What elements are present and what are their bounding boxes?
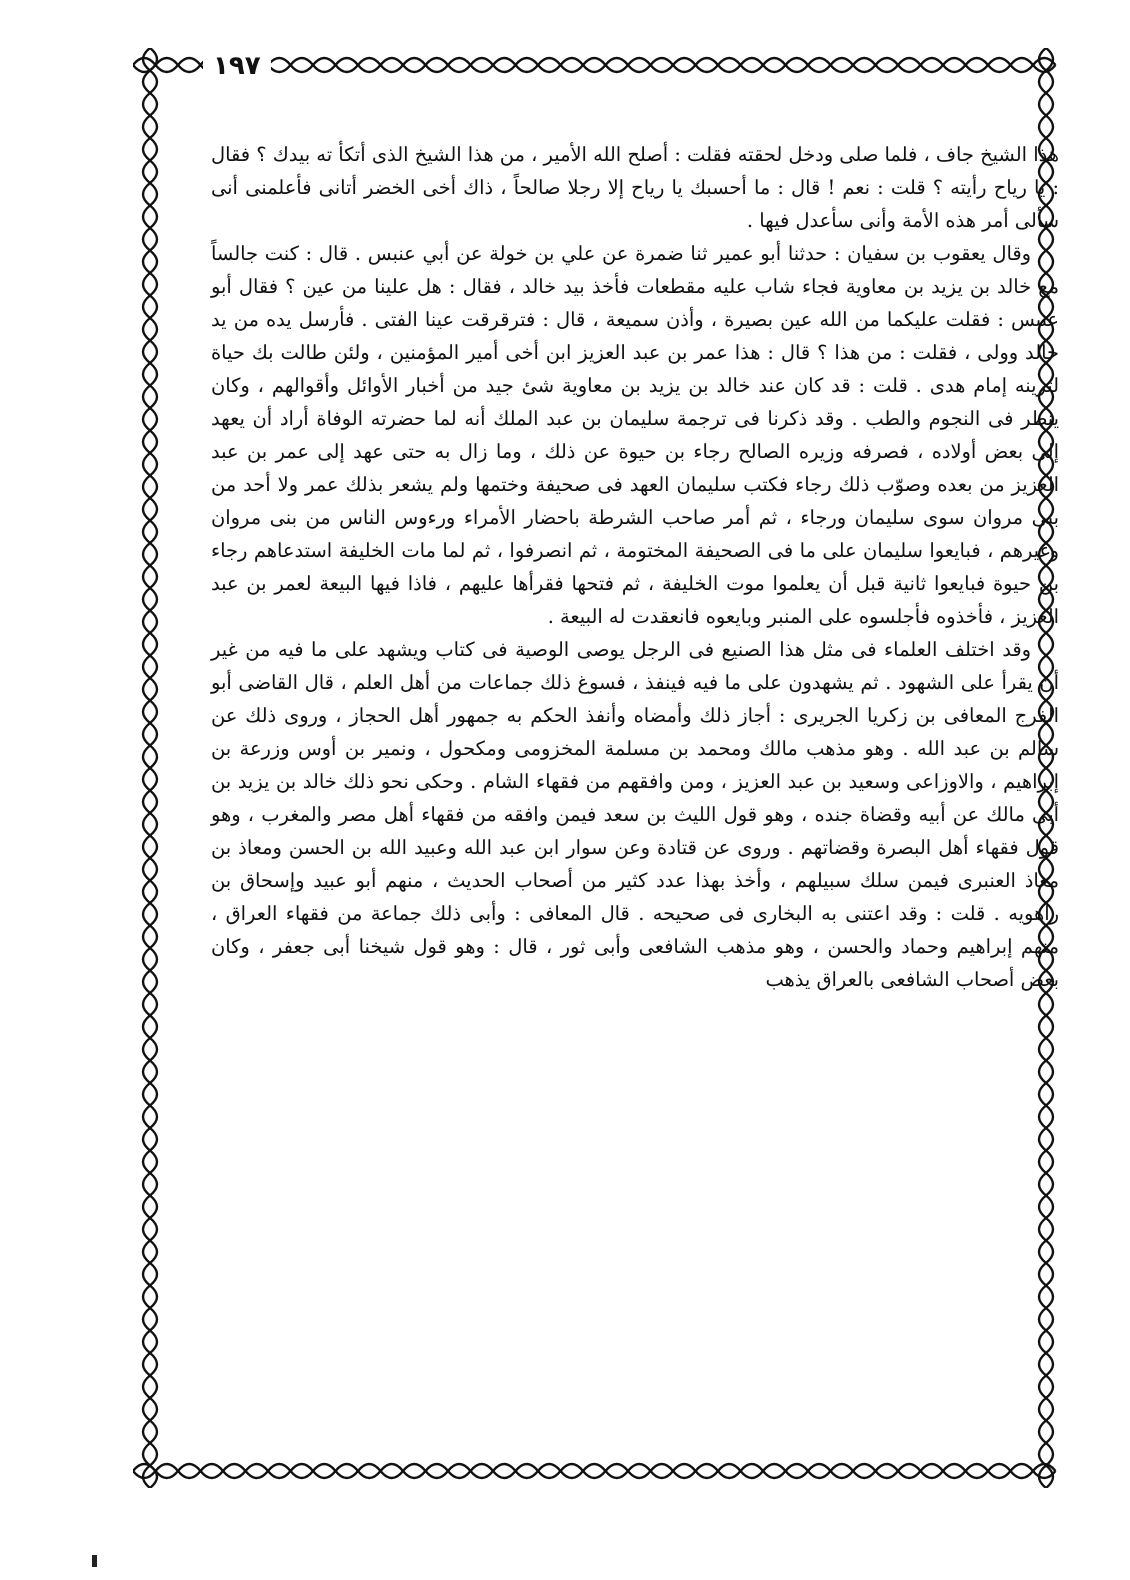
paragraph: وقد اختلف العلماء فى مثل هذا الصنيع فى الرجل يوصى الوصية فى كتاب ويشهد على ما فيه من غير أن يقرأ على الشهود . ثم يشهدون على ما فيه فينفذ ، فسوغ ذلك جماعات من أهل العلم ، قال القاضى أبو الفرج المعافى بن زكريا الجريرى : أجاز ذلك وأمضاه وأنفذ الحكم به جمهور أهل الحجاز ، وروى ذلك عن سالم بن عبد الله . وهو مذهب مالك ومحمد بن مسلمة المخزومى ومكحول ، ونمير بن أوس وزرعة بن إبراهيم ، والاوزاعى وسعيد بن عبد العزيز ، ومن وافقهم من فقهاء الشام . وحكى نحو ذلك خالد بن يزيد بن أبى مالك عن أبيه وقضاة جنده ، وهو قول الليث بن سعد فيمن وافقه من فقهاء أهل مصر والمغرب ، وهو قول فقهاء أهل البصرة وقضاتهم . وروى عن قتادة وعن سوار ابن عبد الله وعبيد الله بن الحسن ومعاذ بن معاذ العنبرى فيمن سلك سبيلهم ، وأخذ بهذا عدد كثير من أصحاب الحديث ، منهم أبو عبيد وإسحاق بن راهويه . قلت : وقد اعتنى به البخارى فى صحيحه . قال المعافى : وأبى ذلك جماعة من فقهاء العراق ، منهم إبراهيم وحماد والحسن ، وهو مذهب الشافعى وأبى ثور ، قال : وهو قول شيخنا أبى جعفر ، وكان بعض أصحاب الشافعى بالعراق يذهب	[211, 638, 1059, 991]
scan-mark	[92, 1555, 97, 1567]
ornamental-border-bottom	[133, 1454, 1063, 1488]
ornamental-border-left	[133, 48, 167, 1488]
text-body	[211, 138, 1059, 1438]
page-frame	[133, 48, 1063, 1488]
paragraph: وقال يعقوب بن سفيان : حدثنا أبو عمير ثنا ضمرة عن علي بن خولة عن أبي عنبس . قال : كنت جالساً مع خالد بن يزيد بن معاوية فجاء شاب عليه مقطعات فأخذ بيد خالد ، فقال : هل علينا من عين ؟ فقال أبو عنبس : فقلت عليكما من الله عين بصيرة ، وأذن سميعة ، قال : فترقرقت عينا الفتى . فأرسل يده من يد خالد وولى ، فقلت : من هذا ؟ قال : هذا عمر بن عبد العزيز ابن أخى أمير المؤمنين ، ولئن طالت بك حياة لترينه إمام هدى . قلت : قد كان عند خالد بن يزيد بن معاوية شئ جيد من أخبار الأوائل وأقوالهم ، وكان ينظر فى النجوم والطب . وقد ذكرنا فى ترجمة سليمان بن عبد الملك أنه لما حضرته الوفاة أراد أن يعهد إلى بعض أولاده ، فصرفه وزيره الصالح رجاء بن حيوة عن ذلك ، وما زال به حتى عهد إلى عمر بن عبد العزيز من بعده وصوّب ذلك رجاء فكتب سليمان العهد فى صحيفة وختمها ولم يشعر بذلك عمر ولا أحد من بنى مروان سوى سليمان ورجاء ، ثم أمر صاحب الشرطة باحضار الأمراء ورءوس الناس من بنى مروان وغيرهم ، فبايعوا سليمان على ما فى الصحيفة المختومة ، ثم انصرفوا ، ثم لما مات الخليفة استدعاهم رجاء بن حيوة فبايعوا ثانية قبل أن يعلموا موت الخليفة ، ثم فتحها فقرأها عليهم ، فاذا فيها البيعة لعمر بن عبد العزيز ، فأخذوه فأجلسوه على المنبر وبايعوه فانعقدت له البيعة .	[211, 242, 1059, 628]
paragraph: هذا الشيخ جاف ، فلما صلى ودخل لحقته فقلت : أصلح الله الأمير ، من هذا الشيخ الذى أتكأ ته بيدك ؟ فقال : يا رياح رأيته ؟ قلت : نعم ! قال : ما أحسبك يا رياح إلا رجلا صالحاً ، ذاك أخى الخضر أتانى فأعلمنى أنى سألى أمر هذه الأمة وأنى سأعدل فيها .	[211, 143, 1059, 232]
page-number: ١٩٧	[203, 52, 271, 80]
ornamental-border-top	[133, 48, 1063, 82]
